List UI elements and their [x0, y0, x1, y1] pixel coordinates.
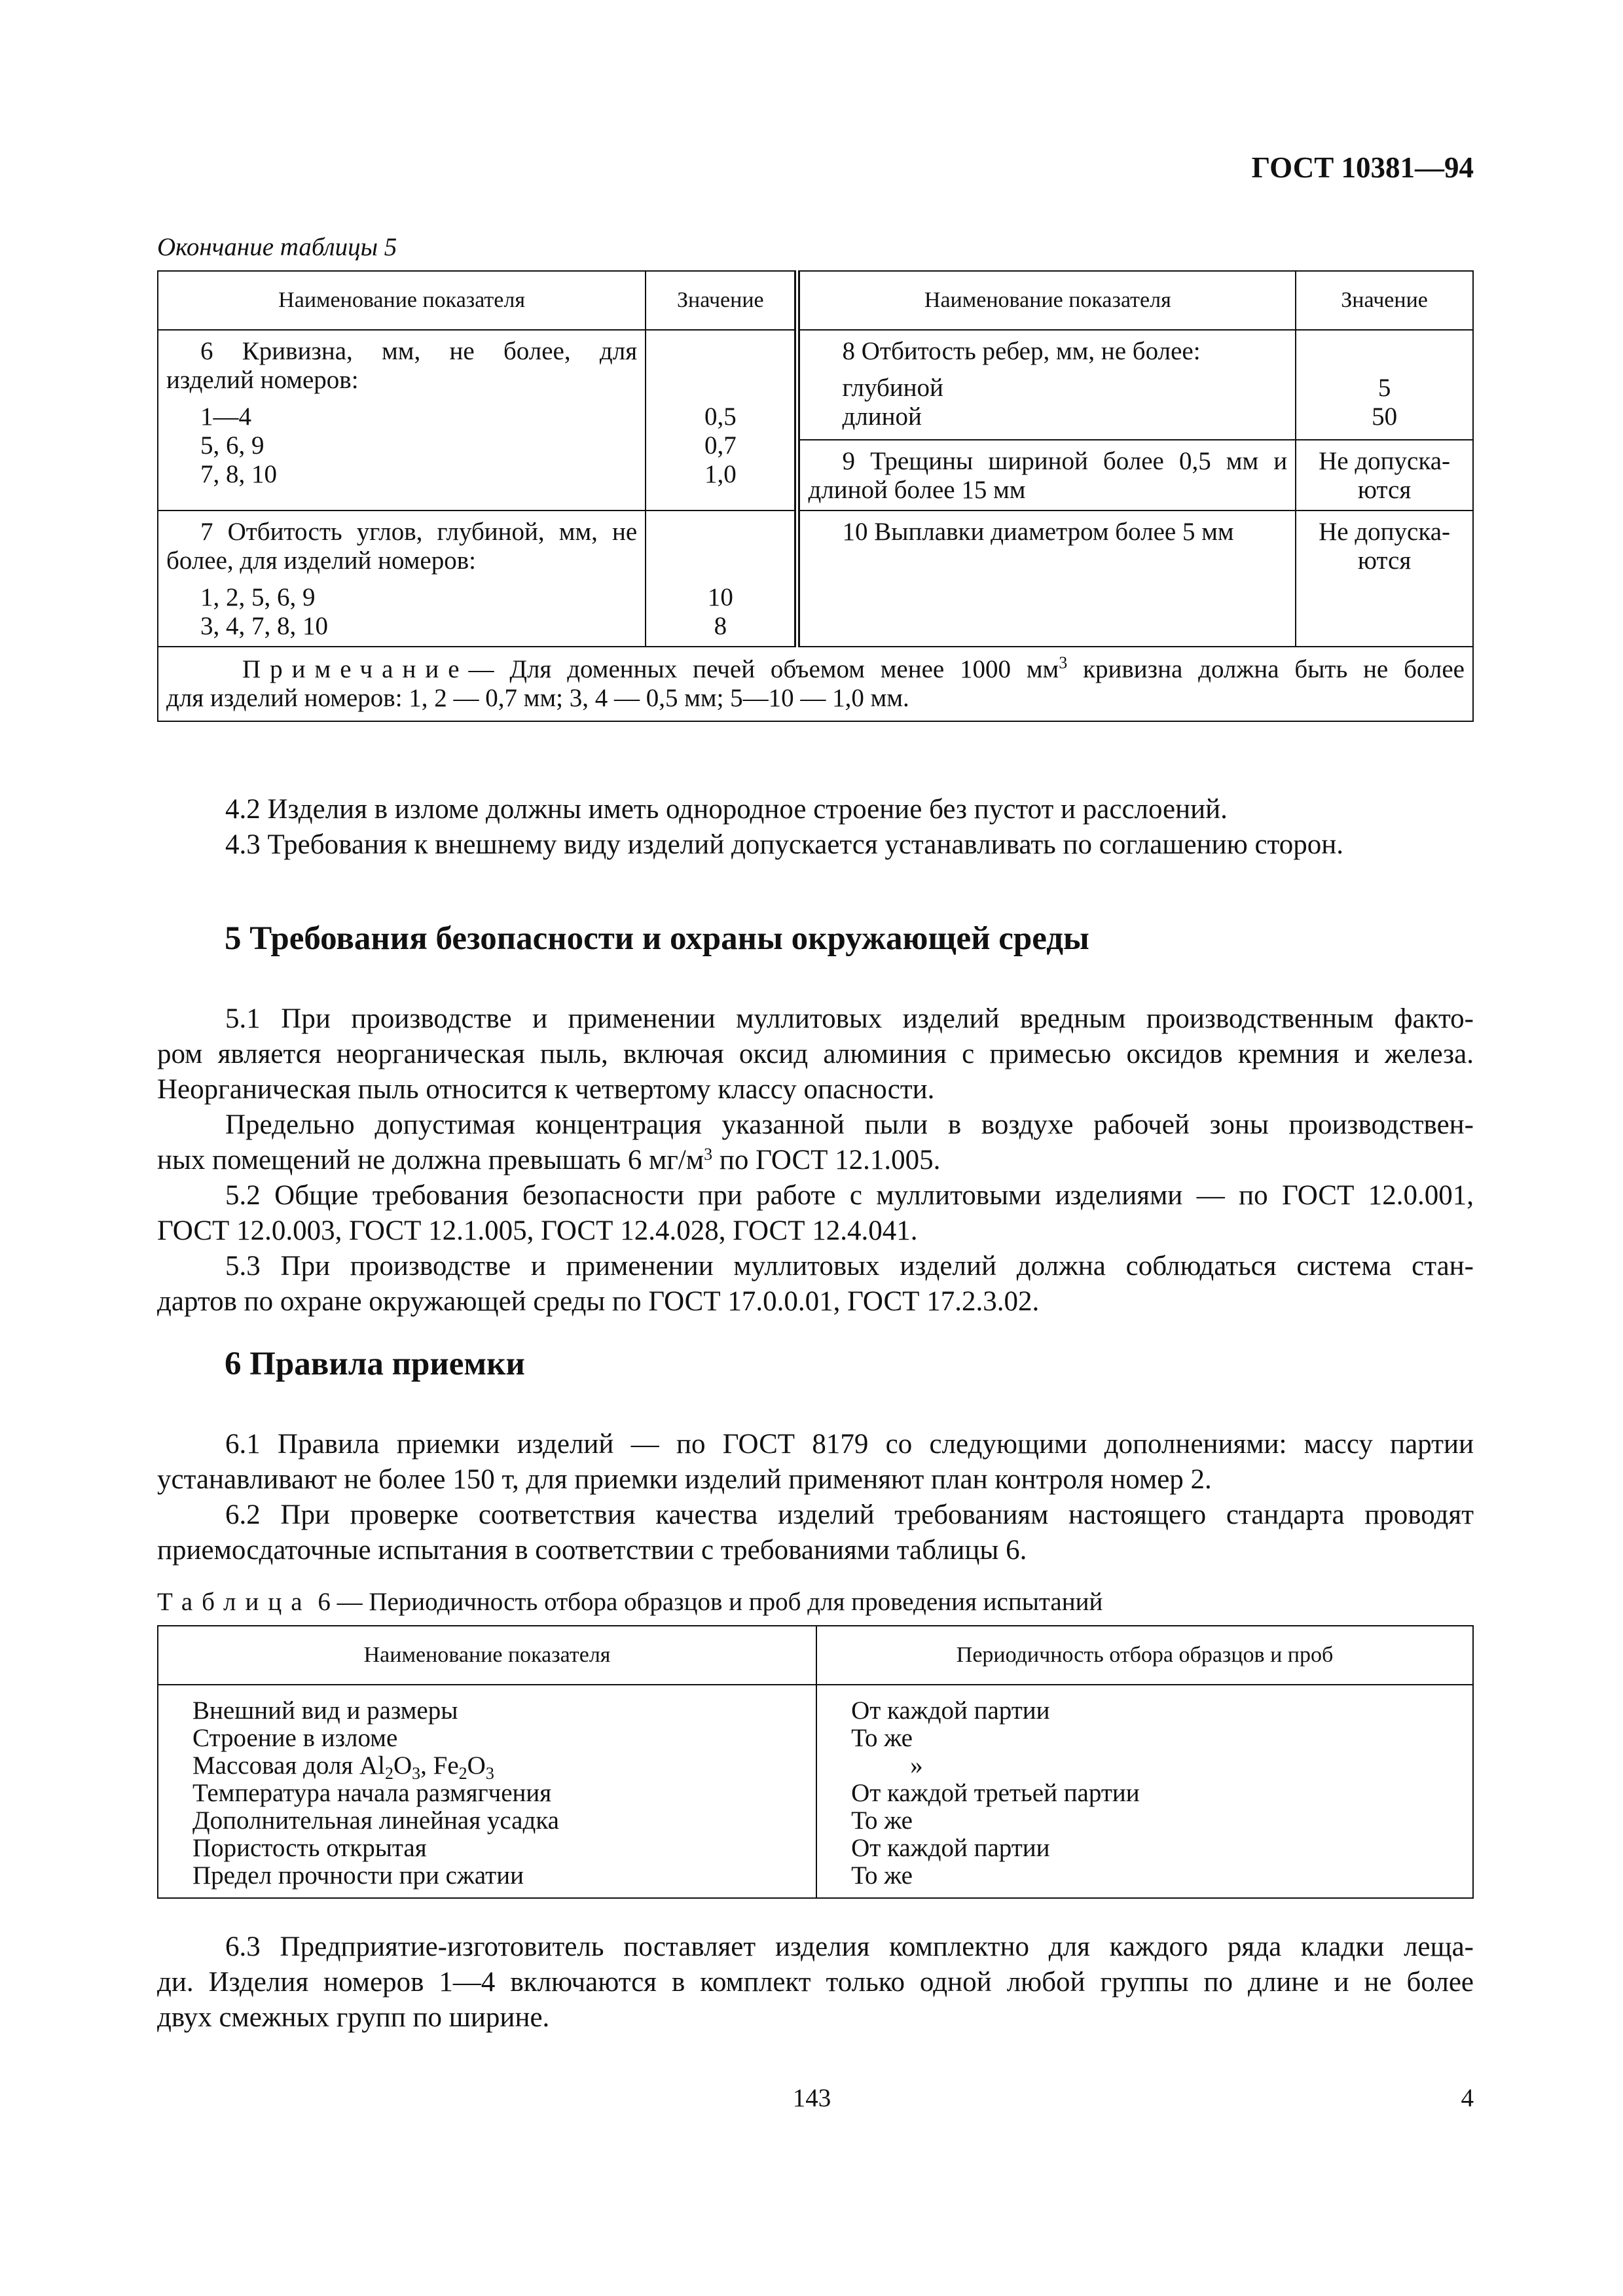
table5-item-title: 10 Выплавки диаметром более 5 мм	[842, 518, 1234, 546]
section6-line: 6.3 Предприятие-изготовитель поставляет изделия комплектно для каждого ряда кладки леща-	[225, 1931, 1474, 1962]
clause-4-3: 4.3 Требования к внешнему виду изделий допускается устанавливать по соглашению сторон.	[225, 829, 1344, 860]
section5-line: Предельно допустимая концентрация указанной пыли в воздухе рабочей зоны производствен-	[225, 1109, 1474, 1140]
table5-item-title: 9 Трещины шириной более 0,5 мм и	[842, 447, 1288, 475]
section-5-heading: 5 Требования безопасности и охраны окружающей среды	[225, 920, 1089, 957]
table5-header-row	[158, 271, 1473, 330]
table6-row-name: Дополнительная линейная усадка	[192, 1806, 559, 1835]
table6-periods-cell	[816, 1685, 1473, 1898]
table6-row-name: Пористость открытая	[192, 1834, 427, 1862]
table5-value: 10	[707, 583, 733, 611]
table6-body-row	[158, 1685, 1473, 1898]
table5-caption: Окончание таблицы 5	[157, 233, 397, 261]
table5-value: 5	[1377, 374, 1391, 402]
table5-note-text: — Для доменных печей объемом менее 1000 мм	[468, 655, 1059, 683]
sheet-number: 4	[1461, 2084, 1474, 2112]
table5-row	[158, 511, 1473, 647]
table5-value: 8	[714, 612, 727, 640]
table5-col-header: Наименование показателя	[158, 271, 646, 330]
table6-row-name: Внешний вид и размеры	[192, 1696, 458, 1725]
table6-row-name: Температура начала размягчения	[192, 1779, 552, 1807]
table5-note-text: кривизна должна быть не более	[1067, 655, 1465, 683]
table5-value: 1,0	[704, 460, 737, 488]
table5-item-title: 7 Отбитость углов, глубиной, мм, не	[200, 518, 638, 546]
section6-line: ди. Изделия номеров 1—4 включаются в комплект только одной любой группы по длине и не более	[157, 1967, 1474, 1998]
table5-note	[158, 647, 1473, 721]
clause-4-2: 4.2 Изделия в изломе должны иметь однородное строение без пустот и расслоений.	[225, 794, 1228, 825]
table5-value: 50	[1372, 403, 1398, 431]
section5-line: Неорганическая пыль относится к четвертому классу опасности.	[157, 1074, 935, 1105]
section-6-heading: 6 Правила приемки	[225, 1346, 525, 1382]
table6	[157, 1625, 1474, 1899]
table6-col-header: Периодичность отбора образцов и проб	[816, 1626, 1473, 1685]
table6-header-row	[158, 1626, 1473, 1685]
table6-row-period: »	[910, 1751, 923, 1780]
table5-item-label: 1—4	[200, 403, 251, 431]
table5-cell	[158, 330, 646, 511]
table5-value: Не допуска-	[1319, 447, 1451, 475]
table5-item-title: 8 Отбитость ребер, мм, не более:	[842, 337, 1201, 365]
table5-value: 0,5	[704, 403, 737, 431]
table5-note-text: для изделий номеров: 1, 2 — 0,7 мм; 3, 4 — 0,5 мм; 5—10 — 1,0 мм.	[166, 684, 909, 712]
table5-item-label: 1, 2, 5, 6, 9	[200, 583, 316, 611]
table5-item-label: длиной	[842, 403, 922, 431]
table5-item-title: 6 Кривизна, мм, не более, для	[200, 337, 638, 365]
table5-item-title: более, для изделий номеров:	[166, 547, 476, 575]
section6-line: двух смежных групп по ширине.	[157, 2002, 550, 2033]
table5	[157, 270, 1474, 722]
table5-item-label: 7, 8, 10	[200, 460, 277, 488]
section6-line: приемосдаточные испытания в соответствии с требованиями таблицы 6.	[157, 1535, 1027, 1566]
table5-cell	[797, 511, 1296, 647]
table5-cell	[646, 511, 797, 647]
table6-caption	[157, 1587, 1103, 1617]
section6-line: устанавливают не более 150 т, для приемки изделий применяют план контроля номер 2.	[157, 1464, 1212, 1495]
section6-line: 6.2 При проверке соответствия качества изделий требованиям настоящего стандарта проводят	[225, 1499, 1474, 1530]
table6-row-name-formula: Массовая доля $Al_2O_3$, $Fe_2O_3$	[192, 1751, 494, 1783]
table6-row-name: Предел прочности при сжатии	[192, 1861, 524, 1890]
section-6-3	[157, 1929, 1474, 2036]
table6-row-period: От каждой партии	[851, 1834, 1050, 1862]
table5-item-title: длиной более 15 мм	[808, 476, 1026, 504]
section6-line: 6.1 Правила приемки изделий — по ГОСТ 8179 со следующими дополнениями: массу партии	[225, 1429, 1474, 1460]
table6-row-name: Строение в изломе	[192, 1724, 398, 1752]
table5-note-label: Примечание	[242, 655, 469, 683]
table5-note-sup: 3	[1059, 653, 1068, 672]
clauses-4	[157, 792, 1474, 863]
table6-caption-text: 6 — Периодичность отбора образцов и проб для проведения испытаний	[311, 1588, 1103, 1616]
section5-line: ГОСТ 12.0.003, ГОСТ 12.1.005, ГОСТ 12.4.028, ГОСТ 12.4.041.	[157, 1215, 918, 1246]
table5-col-header: Значение	[1296, 271, 1473, 330]
table5-cell	[797, 330, 1296, 440]
table5-value: ются	[1357, 476, 1412, 504]
table5-cell	[797, 440, 1296, 511]
section5-line: 5.1 При производстве и применении муллитовых изделий вредным производственным факто-	[225, 1003, 1474, 1034]
table5-col-header: Значение	[646, 271, 797, 330]
table5-value: ются	[1357, 547, 1412, 575]
section5-line-with-sup	[157, 1143, 1474, 1178]
table5-item-title: изделий номеров:	[166, 366, 359, 394]
section5-line: 5.3 При производстве и применении муллитовых изделий должна соблюдаться система стан-	[225, 1251, 1474, 1282]
table5-note-row	[158, 647, 1473, 721]
section5-line: ром является неорганическая пыль, включая оксид алюминия с примесью оксидов кремния и железа.	[157, 1039, 1474, 1069]
table5-cell	[158, 511, 646, 647]
table5-cell	[1296, 511, 1473, 647]
section5-text: ных помещений не должна превышать 6 мг/м	[157, 1145, 704, 1175]
section-5-body	[157, 1001, 1474, 1319]
section5-sup: 3	[704, 1145, 713, 1164]
table5-cell	[1296, 440, 1473, 511]
table6-caption-label: Таблица	[157, 1588, 312, 1616]
table5-row	[158, 330, 1473, 440]
table5-item-label: 5, 6, 9	[200, 431, 264, 459]
section5-line: дартов по охране окружающей среды по ГОСТ 17.0.0.01, ГОСТ 17.2.3.02.	[157, 1286, 1040, 1317]
table6-row-period: То же	[851, 1724, 913, 1752]
section5-text: по ГОСТ 12.1.005.	[712, 1145, 941, 1175]
table5-item-label: глубиной	[842, 374, 943, 402]
section5-line: 5.2 Общие требования безопасности при работе с муллитовыми изделиями — по ГОСТ 12.0.001,	[225, 1180, 1474, 1211]
table6-row-period: От каждой третьей партии	[851, 1779, 1140, 1807]
table5-value: 0,7	[704, 431, 737, 459]
table6-row-period: От каждой партии	[851, 1696, 1050, 1725]
table5-value: Не допуска-	[1319, 518, 1451, 546]
table5-cell	[646, 330, 797, 511]
table5-col-header: Наименование показателя	[797, 271, 1296, 330]
page-number: 143	[792, 2084, 831, 2112]
table6-row-period: То же	[851, 1861, 913, 1890]
section-6-body	[157, 1427, 1474, 1568]
table6-col-header: Наименование показателя	[158, 1626, 816, 1685]
table6-names-cell	[158, 1685, 816, 1898]
table5-cell	[1296, 330, 1473, 440]
document-header: ГОСТ 10381—94	[1251, 151, 1474, 184]
table6-row-period: То же	[851, 1806, 913, 1835]
table5-item-label: 3, 4, 7, 8, 10	[200, 612, 328, 640]
